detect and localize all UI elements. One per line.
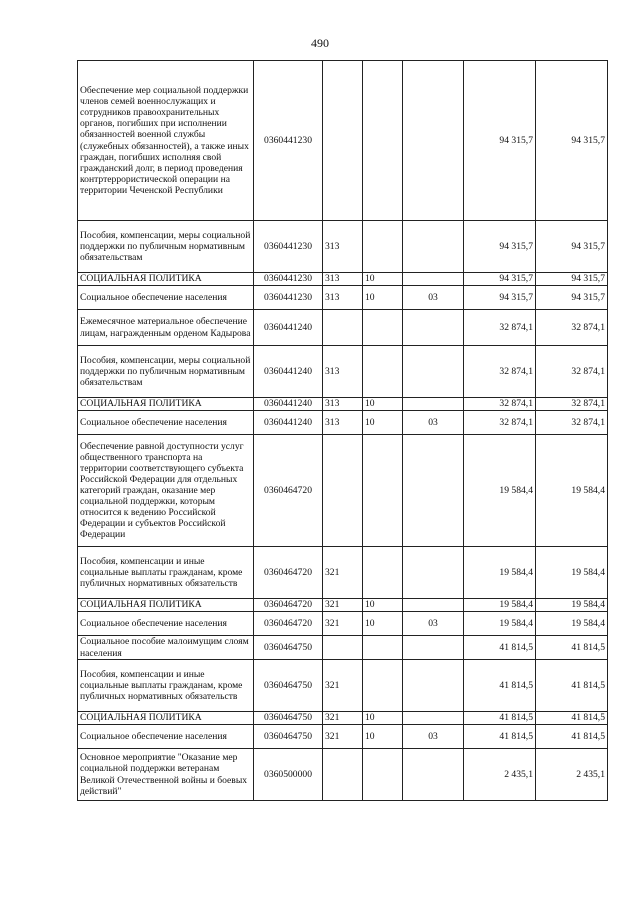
row-amount-year1-cell: 41 814,5 [464,725,536,749]
row-amount-year2-cell: 32 874,1 [536,310,608,346]
row-subsection-cell [403,599,464,612]
row-amount-year2-cell: 19 584,4 [536,435,608,547]
table-row [78,346,608,398]
row-section-cell [363,749,403,801]
table-row [78,712,608,725]
row-name-cell: СОЦИАЛЬНАЯ ПОЛИТИКА [78,398,254,411]
budget-table [77,60,608,801]
row-section-cell: 10 [363,398,403,411]
row-amount-year2-cell: 32 874,1 [536,398,608,411]
row-subsection-cell [403,310,464,346]
row-section-cell [363,346,403,398]
row-subsection-cell [403,221,464,273]
row-amount-year1-cell: 19 584,4 [464,599,536,612]
table-row [78,286,608,310]
row-amount-year1-cell: 94 315,7 [464,221,536,273]
row-expense-type-cell [323,435,363,547]
row-name-cell: Пособия, компенсации и иные социальные выплаты гражданам, кроме публичных нормативных обязательств [78,660,254,712]
row-name-cell: Ежемесячное материальное обеспечение лицам, награжденным орденом Кадырова [78,310,254,346]
table-row [78,547,608,599]
row-section-cell [363,547,403,599]
row-expense-type-cell: 313 [323,398,363,411]
row-expense-type-cell: 313 [323,411,363,435]
row-section-cell [363,660,403,712]
row-amount-year2-cell: 41 814,5 [536,660,608,712]
row-subsection-cell [403,346,464,398]
row-code-cell: 0360441240 [254,398,323,411]
row-subsection-cell [403,61,464,221]
row-name-cell: Обеспечение мер социальной поддержки членов семей военнослужащих и сотрудников правоохранительных органов, погибших при исполнении обязанностей военной службы (служебных обязанностей), а также иных граждан, погибших исполняя свой гражданский долг, в период проведения контртеррористической операции на территории Чеченской Республики [78,61,254,221]
row-name-cell: Социальное обеспечение населения [78,411,254,435]
row-amount-year2-cell: 41 814,5 [536,636,608,660]
row-amount-year1-cell: 32 874,1 [464,346,536,398]
row-amount-year1-cell: 2 435,1 [464,749,536,801]
row-expense-type-cell: 321 [323,660,363,712]
row-section-cell: 10 [363,286,403,310]
row-amount-year2-cell: 41 814,5 [536,712,608,725]
table-row [78,310,608,346]
row-amount-year2-cell: 19 584,4 [536,612,608,636]
row-subsection-cell [403,273,464,286]
row-section-cell: 10 [363,599,403,612]
row-expense-type-cell: 321 [323,599,363,612]
row-code-cell: 0360464750 [254,725,323,749]
row-name-cell: Социальное обеспечение населения [78,612,254,636]
row-code-cell: 0360441240 [254,346,323,398]
row-name-cell: Обеспечение равной доступности услуг общественного транспорта на территории соответствующего субъекта Российской Федерации для отдельных категорий граждан, оказание мер социальной поддержки, которым относится к ведению Российской Федерации и субъектов Российской Федерации [78,435,254,547]
row-amount-year2-cell: 94 315,7 [536,273,608,286]
row-code-cell: 0360441230 [254,286,323,310]
row-amount-year1-cell: 19 584,4 [464,612,536,636]
row-code-cell: 0360464720 [254,599,323,612]
row-section-cell: 10 [363,712,403,725]
row-expense-type-cell: 313 [323,286,363,310]
row-name-cell: Социальное пособие малоимущим слоям населения [78,636,254,660]
row-amount-year1-cell: 32 874,1 [464,310,536,346]
row-subsection-cell [403,660,464,712]
row-amount-year1-cell: 41 814,5 [464,636,536,660]
row-code-cell: 0360441230 [254,61,323,221]
row-expense-type-cell: 313 [323,273,363,286]
row-name-cell: Социальное обеспечение населения [78,725,254,749]
table-row [78,636,608,660]
table-row [78,411,608,435]
row-code-cell: 0360464750 [254,712,323,725]
table-row [78,221,608,273]
row-subsection-cell [403,435,464,547]
row-amount-year2-cell: 32 874,1 [536,346,608,398]
row-code-cell: 0360464750 [254,660,323,712]
row-subsection-cell: 03 [403,725,464,749]
table-row [78,398,608,411]
row-section-cell: 10 [363,612,403,636]
row-subsection-cell [403,398,464,411]
row-expense-type-cell [323,749,363,801]
row-amount-year2-cell: 94 315,7 [536,221,608,273]
row-subsection-cell [403,712,464,725]
row-subsection-cell [403,749,464,801]
row-amount-year1-cell: 94 315,7 [464,273,536,286]
row-section-cell [363,221,403,273]
row-amount-year2-cell: 41 814,5 [536,725,608,749]
row-amount-year1-cell: 32 874,1 [464,411,536,435]
row-subsection-cell [403,636,464,660]
table-row [78,725,608,749]
row-section-cell [363,61,403,221]
row-code-cell: 0360464720 [254,612,323,636]
row-expense-type-cell [323,310,363,346]
row-name-cell: Основное мероприятие "Оказание мер социальной поддержки ветеранам Великой Отечественной войны и боевых действий" [78,749,254,801]
row-code-cell: 0360464720 [254,435,323,547]
table-row [78,749,608,801]
row-name-cell: СОЦИАЛЬНАЯ ПОЛИТИКА [78,599,254,612]
row-amount-year1-cell: 94 315,7 [464,286,536,310]
row-section-cell [363,435,403,547]
row-amount-year2-cell: 19 584,4 [536,547,608,599]
row-section-cell [363,310,403,346]
row-code-cell: 0360441240 [254,411,323,435]
row-code-cell: 0360464750 [254,636,323,660]
row-amount-year1-cell: 41 814,5 [464,660,536,712]
row-name-cell: СОЦИАЛЬНАЯ ПОЛИТИКА [78,712,254,725]
row-amount-year1-cell: 41 814,5 [464,712,536,725]
row-section-cell: 10 [363,411,403,435]
row-amount-year1-cell: 32 874,1 [464,398,536,411]
row-name-cell: Пособия, компенсации, меры социальной поддержки по публичным нормативным обязательствам [78,221,254,273]
row-amount-year2-cell: 94 315,7 [536,61,608,221]
row-amount-year1-cell: 19 584,4 [464,547,536,599]
row-expense-type-cell: 321 [323,712,363,725]
row-code-cell: 0360441240 [254,310,323,346]
table-row [78,612,608,636]
table-row [78,435,608,547]
row-subsection-cell: 03 [403,286,464,310]
row-amount-year2-cell: 32 874,1 [536,411,608,435]
row-section-cell: 10 [363,725,403,749]
table-row [78,660,608,712]
row-name-cell: СОЦИАЛЬНАЯ ПОЛИТИКА [78,273,254,286]
row-expense-type-cell: 321 [323,725,363,749]
row-expense-type-cell: 313 [323,346,363,398]
row-code-cell: 0360500000 [254,749,323,801]
row-amount-year2-cell: 2 435,1 [536,749,608,801]
page-number: 490 [311,36,329,50]
row-subsection-cell [403,547,464,599]
row-amount-year2-cell: 19 584,4 [536,599,608,612]
table-body [78,61,608,801]
row-subsection-cell: 03 [403,411,464,435]
row-name-cell: Социальное обеспечение населения [78,286,254,310]
row-amount-year1-cell: 19 584,4 [464,435,536,547]
row-expense-type-cell [323,636,363,660]
row-code-cell: 0360441230 [254,221,323,273]
row-section-cell: 10 [363,273,403,286]
row-code-cell: 0360441230 [254,273,323,286]
table-row [78,61,608,221]
row-section-cell [363,636,403,660]
row-expense-type-cell: 321 [323,612,363,636]
table-row [78,599,608,612]
row-amount-year1-cell: 94 315,7 [464,61,536,221]
row-expense-type-cell: 313 [323,221,363,273]
row-code-cell: 0360464720 [254,547,323,599]
row-subsection-cell: 03 [403,612,464,636]
row-amount-year2-cell: 94 315,7 [536,286,608,310]
row-name-cell: Пособия, компенсации и иные социальные выплаты гражданам, кроме публичных нормативных обязательств [78,547,254,599]
row-expense-type-cell [323,61,363,221]
table-row [78,273,608,286]
row-name-cell: Пособия, компенсации, меры социальной поддержки по публичным нормативным обязательствам [78,346,254,398]
row-expense-type-cell: 321 [323,547,363,599]
